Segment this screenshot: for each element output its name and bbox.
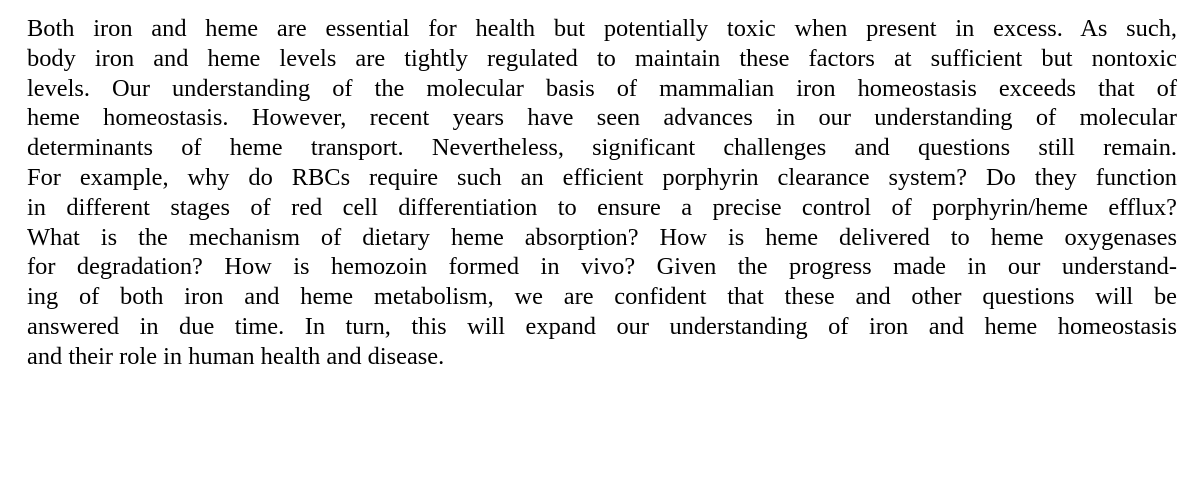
paragraph-line: determinants of heme transport. Nevertheless, significant challenges and questions still remain. — [27, 134, 1177, 162]
paragraph-line: What is the mechanism of dietary heme absorption? How is heme delivered to heme oxygenases — [27, 223, 1177, 251]
paragraph-line: heme homeostasis. However, recent years have seen advances in our understanding of molecular — [27, 104, 1177, 132]
paragraph-line: and their role in human health and disease. — [27, 342, 445, 370]
paragraph-line: answered in due time. In turn, this will expand our understanding of iron and heme homeostasis — [27, 312, 1177, 340]
body-paragraph — [27, 14, 1177, 372]
paragraph-line: levels. Our understanding of the molecular basis of mammalian iron homeostasis exceeds that of — [27, 74, 1177, 102]
paragraph-line: for degradation? How is hemozoin formed in vivo? Given the progress made in our understand- — [27, 253, 1177, 281]
paragraph-line: Both iron and heme are essential for health but potentially toxic when present in excess. As such, — [27, 15, 1177, 42]
paragraph-line: For example, why do RBCs require such an efficient porphyrin clearance system? Do they function — [27, 163, 1177, 191]
paragraph-line: in different stages of red cell differentiation to ensure a precise control of porphyrin/heme efflux? — [27, 193, 1177, 221]
paragraph-line: ing of both iron and heme metabolism, we are confident that these and other questions will be — [27, 283, 1177, 311]
paragraph-line: body iron and heme levels are tightly regulated to maintain these factors at sufficient but nontoxic — [27, 44, 1177, 72]
